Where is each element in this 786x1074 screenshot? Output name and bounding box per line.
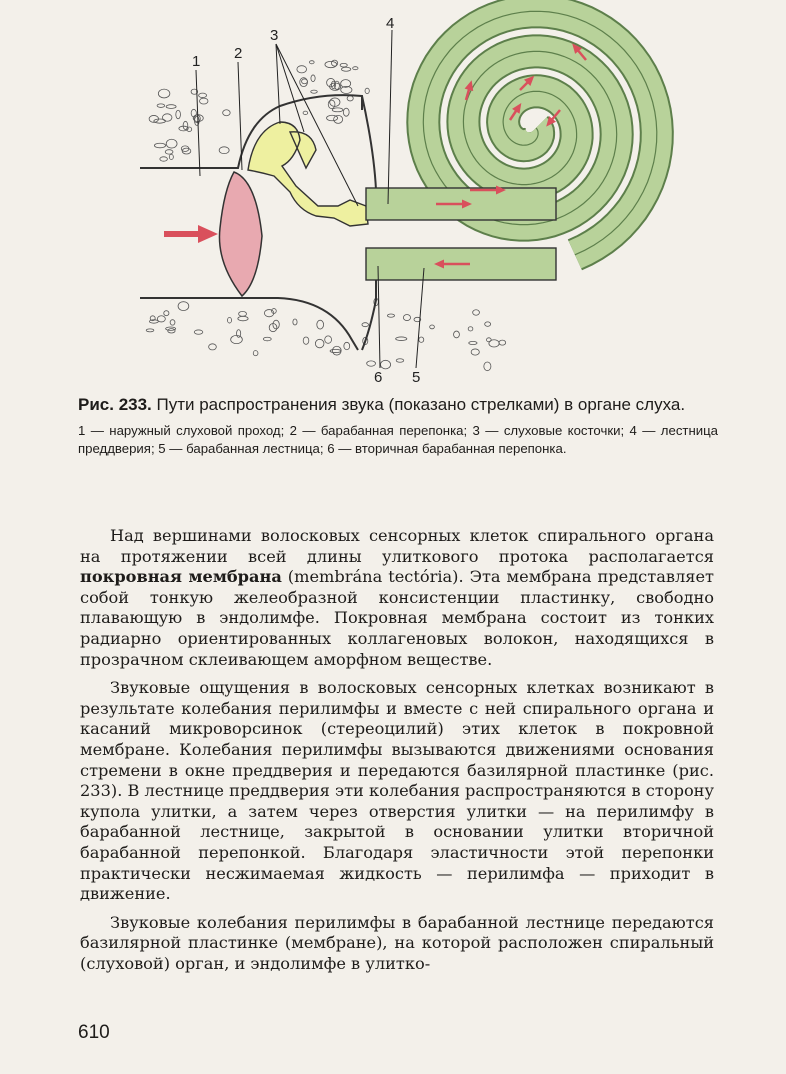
tympanic-membrane — [219, 172, 262, 296]
bone-speckle — [486, 338, 491, 342]
bone-speckle — [311, 75, 315, 82]
bone-speckle — [328, 100, 335, 109]
bone-speckle — [430, 325, 435, 329]
bone-speckle — [157, 316, 165, 322]
bone-speckle — [468, 327, 473, 331]
bone-speckle — [347, 96, 353, 101]
bone-speckle — [170, 320, 175, 325]
ear-sound-path-figure — [130, 0, 710, 388]
label-4: 4 — [386, 15, 395, 32]
bone-speckle — [489, 340, 499, 347]
bone-speckle — [168, 329, 175, 333]
bone-speckle — [325, 336, 332, 343]
bone-speckle — [160, 157, 168, 161]
bone-speckle — [199, 93, 207, 97]
bone-speckle — [454, 331, 460, 338]
bone-speckle — [154, 119, 166, 123]
bone-speckle — [158, 89, 170, 98]
bone-speckle — [297, 66, 307, 73]
bone-speckle — [302, 79, 308, 84]
auditory-ossicles — [248, 122, 368, 226]
bone-speckle — [166, 105, 176, 109]
bone-speckle — [191, 109, 196, 117]
bone-speckle — [332, 346, 341, 355]
caption-text: Пути распространения звука (показано стрелками) в органе слуха. — [151, 395, 686, 414]
bone-speckle — [166, 139, 177, 148]
paragraph-1: Над вершинами волосковых сенсорных клеток спирального органа на протяжении всей длины улиткового протока располагается покровная мембрана (membrána tectória). Эта мембрана представляет собой тонкую желеобразной консистенции пластинку, свободно плавающую в эндолимфе. Покровная мембрана состоит из тонких радиарно ориентированных коллагеновых волокон, находящихся в прозрачном склеивающем аморфном веществе. — [80, 526, 714, 669]
bone-speckle — [469, 341, 477, 344]
bone-speckle — [332, 108, 343, 112]
bone-speckle — [303, 337, 309, 344]
bone-speckle — [396, 337, 407, 341]
bone-speckle — [327, 78, 335, 86]
bone-speckle — [209, 344, 217, 350]
bone-speckle — [237, 330, 241, 338]
bone-speckle — [311, 90, 318, 93]
bone-speckle — [499, 340, 506, 345]
bone-speckle — [164, 311, 169, 316]
bone-speckle — [344, 342, 350, 349]
bone-speckle — [471, 349, 479, 355]
bone-speckle — [219, 147, 229, 154]
bone-speckle — [362, 323, 369, 327]
caption-title — [78, 394, 718, 416]
main-text — [80, 526, 714, 982]
bone-speckle — [194, 330, 203, 334]
bone-speckle — [367, 361, 376, 366]
bone-speckle — [473, 310, 480, 316]
bone-speckle — [365, 88, 369, 93]
bone-speckle — [154, 143, 165, 148]
ear-diagram — [130, 0, 710, 388]
label-1: 1 — [192, 53, 201, 70]
bone-speckle — [176, 110, 181, 119]
label-2: 2 — [234, 45, 243, 62]
bone-speckle — [419, 337, 424, 342]
bone-speckle — [484, 362, 491, 371]
label-5: 5 — [412, 369, 421, 386]
bone-speckle — [340, 63, 347, 67]
bone-speckle — [157, 104, 165, 108]
bone-speckle — [263, 337, 271, 341]
bone-speckle — [396, 359, 404, 363]
label-3: 3 — [270, 27, 279, 44]
bone-speckle — [178, 302, 189, 311]
bone-speckle — [293, 319, 297, 325]
bone-speckle — [169, 154, 173, 159]
bone-speckle — [315, 339, 324, 347]
bone-speckle — [325, 61, 337, 67]
bone-speckle — [343, 108, 349, 116]
bone-speckle — [381, 360, 391, 369]
figure-caption — [78, 394, 718, 458]
bone-speckle — [485, 322, 491, 326]
bone-speckle — [403, 315, 410, 321]
bone-speckle — [228, 317, 232, 323]
page-number: 610 — [78, 1022, 110, 1043]
bone-speckle — [303, 111, 308, 114]
paragraph-3: Звуковые колебания перилимфы в барабанной лестнице передаются базилярной пластинке (мембране), на которой расположен спиральный (слуховой) орган, и эндолимфе в улитко- — [80, 912, 714, 973]
bone-speckle — [253, 351, 258, 356]
bone-speckle — [231, 335, 243, 343]
bone-speckle — [200, 98, 208, 104]
bone-speckle — [341, 67, 350, 71]
bone-speckle — [317, 320, 324, 329]
figure-reference: Рис. 233. — [78, 395, 152, 414]
bone-speckle — [146, 329, 154, 332]
bone-speckle — [309, 61, 314, 64]
bone-speckle — [334, 115, 343, 123]
bone-speckle — [353, 67, 358, 70]
bone-speckle — [183, 121, 188, 129]
bone-speckle — [238, 316, 248, 321]
label-6: 6 — [374, 369, 383, 386]
bone-speckle — [387, 314, 394, 317]
term-tectorial-membrane: покровная мембрана — [80, 567, 282, 587]
bone-speckle — [330, 349, 341, 352]
bone-speckle — [165, 150, 173, 154]
arrow-head — [198, 225, 218, 243]
caption-legend: 1 — наружный слуховой проход; 2 — барабанная перепонка; 3 — слуховые косточки; 4 — лестница преддверия; 5 — барабанная лестница; 6 — вторичная барабанная перепонка. — [78, 423, 718, 456]
paragraph-2: Звуковые ощущения в волосковых сенсорных клетках возникают в результате колебания перилимфы и вместе с ней спирального органа и касаний микроворсинок (стереоцилий) этих клеток в покровной мембране. Колебания перилимфы вызываются движениями основания стремени в окне преддверия и передаются базилярной пластинке (рис. 233). В лестнице преддверия эти колебания распространяются в сторону купола улитки, а затем через отверстия улитки — на перилимфу в барабанной лестнице, закрытой в основании улитки вторичной барабанной перепонкой. Благодаря эластичности этой перепонки практически несжимаемая жидкость — перилимфа — приходит в движение. — [80, 678, 714, 904]
bone-speckle — [162, 114, 171, 121]
bone-speckle — [239, 311, 247, 316]
bone-speckle — [223, 110, 231, 116]
